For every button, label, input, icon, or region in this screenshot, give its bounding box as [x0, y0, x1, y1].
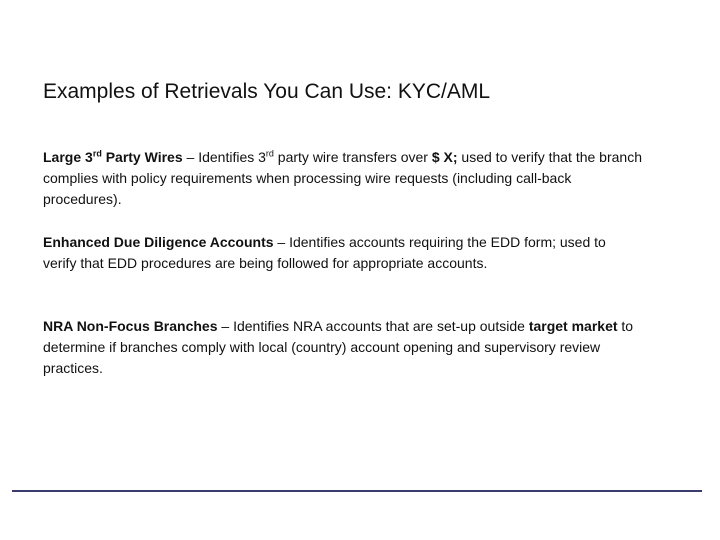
- retrieval-item-enhanced-due-diligence: [43, 232, 643, 274]
- item-heading: NRA Non-Focus Branches: [43, 318, 218, 334]
- footer-divider: [12, 490, 702, 492]
- item-heading: Enhanced Due Diligence Accounts: [43, 234, 274, 250]
- item-description: – Identifies NRA accounts that are set-up outside: [217, 318, 529, 334]
- retrieval-item-nra-non-focus-branches: NRA Non-Focus Branches – Identifies NRA accounts that are set-up outside target market to determine if branches comply with local (country) account opening and supervisory review practices.: [43, 318, 634, 376]
- item-heading: Large 3rd Party Wires: [43, 148, 183, 165]
- threshold-amount: $ X;: [431, 149, 458, 165]
- page-title: Examples of Retrievals You Can Use: KYC/AML: [43, 80, 491, 103]
- target-market-term: target market: [528, 318, 618, 334]
- item-description: – Identifies accounts requiring the EDD form; used to verify that EDD procedures are being followed for appropriate accounts.: [43, 234, 606, 271]
- item-description: – Identifies 3: [182, 149, 266, 165]
- retrieval-item-large-3rd-party-wires: Large 3rd Party Wires – Identifies 3rd party wire transfers over $ X; used to verify that the branch complies with policy requirements when processing wire requests (including call-back procedures).: [43, 148, 642, 207]
